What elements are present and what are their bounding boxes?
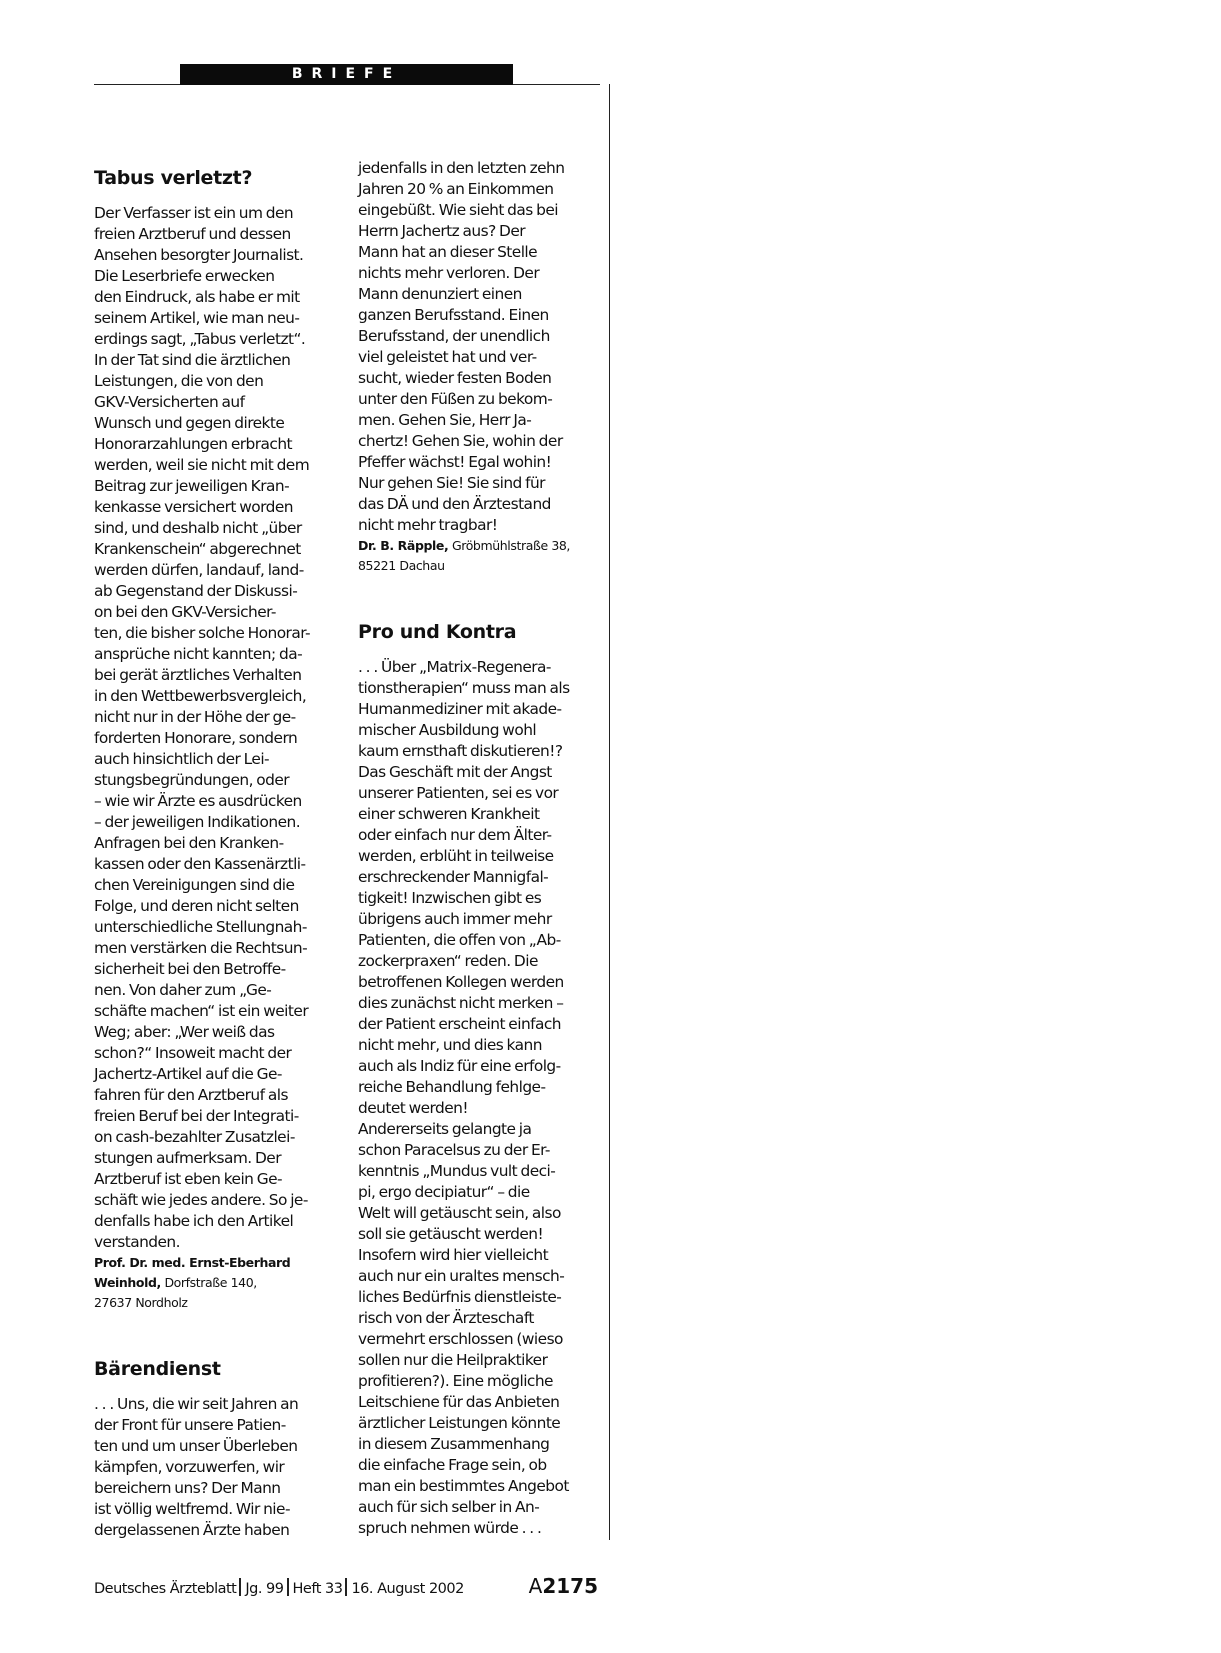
signature-name: Weinhold, — [94, 1275, 161, 1290]
text-line: – wie wir Ärzte es ausdrücken — [94, 792, 302, 810]
text-line: auch hinsichtlich der Lei- — [94, 750, 270, 768]
text-line: erschreckender Mannigfal- — [358, 868, 549, 886]
text-line: kaum ernsthaft diskutieren!? — [358, 742, 563, 760]
text-line: man ein bestimmtes Angebot — [358, 1477, 569, 1495]
text-line: men verstärken die Rechtsun- — [94, 939, 308, 957]
signature-address: 85221 Dachau — [358, 558, 445, 573]
text-line: fahren für den Arztberuf als — [94, 1086, 288, 1104]
text-line: Weg; aber: „Wer weiß das — [94, 1023, 275, 1041]
text-line: on cash-bezahlter Zusatzlei- — [94, 1128, 295, 1146]
text-line: Humanmediziner mit akade- — [358, 700, 562, 718]
text-line: werden, weil sie nicht mit dem — [94, 456, 310, 474]
text-line: nicht nur in der Höhe der ge- — [94, 708, 296, 726]
letter-body-pro-und-kontra — [358, 657, 598, 1539]
text-line: stungen aufmerksam. Der — [94, 1149, 281, 1167]
text-line: Welt will getäuscht sein, also — [358, 1204, 561, 1222]
text-line: Folge, und deren nicht selten — [94, 897, 299, 915]
text-line: Ansehen besorgter Journalist. — [94, 246, 304, 264]
text-line: nicht mehr, und dies kann — [358, 1036, 542, 1054]
text-line: kassen oder den Kassenärztli- — [94, 855, 306, 873]
letter-heading-pro-und-kontra: Pro und Kontra — [358, 621, 517, 643]
text-line: on bei den GKV-Versicher- — [94, 603, 276, 621]
letter-heading-tabus: Tabus verletzt? — [94, 167, 253, 189]
text-line: stungsbegründungen, oder — [94, 771, 290, 789]
footer-meta — [94, 1578, 464, 1597]
text-line: sollen nur die Heilpraktiker — [358, 1351, 548, 1369]
text-line: bei gerät ärztliches Verhalten — [94, 666, 302, 684]
text-line: Jachertz-Artikel auf die Ge- — [94, 1065, 282, 1083]
text-line: . . . Über „Matrix-Regenera- — [358, 658, 551, 676]
text-line: Der Verfasser ist ein um den — [94, 204, 294, 222]
text-line: dies zunächst nicht merken – — [358, 994, 564, 1012]
text-line: Arztberuf ist eben kein Ge- — [94, 1170, 283, 1188]
page-prefix: A — [528, 1574, 543, 1598]
text-line: übrigens auch immer mehr — [358, 910, 552, 928]
text-line: kenntnis „Mundus vult deci- — [358, 1162, 556, 1180]
page-number — [529, 1574, 598, 1598]
letter-body-tabus — [94, 203, 334, 1253]
signature-name: Prof. Dr. med. Ernst-Eberhard — [94, 1255, 291, 1270]
letter-body-baerendienst-part1 — [94, 1394, 334, 1541]
text-line: ganzen Berufsstand. Einen — [358, 306, 549, 324]
text-line: – der jeweiligen Indikationen. — [94, 813, 301, 831]
text-line: pi, ergo decipiatur“ – die — [358, 1183, 530, 1201]
text-line: chertz! Gehen Sie, wohin der — [358, 432, 563, 450]
text-line: in den Wettbewerbsvergleich, — [94, 687, 307, 705]
text-line: jedenfalls in den letzten zehn — [358, 159, 565, 177]
signature-address: Dorfstraße 140, — [164, 1275, 257, 1290]
text-line: Mann denunziert einen — [358, 285, 522, 303]
text-line: ist völlig weltfremd. Wir nie- — [94, 1500, 290, 1518]
text-line: in diesem Zusammenhang — [358, 1435, 550, 1453]
text-line: oder einfach nur dem Älter- — [358, 826, 552, 844]
text-line: einer schweren Krankheit — [358, 805, 540, 823]
text-line: liches Bedürfnis dienstleiste- — [358, 1288, 562, 1306]
text-line: der Front für unsere Patien- — [94, 1416, 286, 1434]
text-line: Leitschiene für das Anbieten — [358, 1393, 560, 1411]
text-line: sucht, wieder festen Boden — [358, 369, 552, 387]
text-line: profitieren?). Eine mögliche — [358, 1372, 553, 1390]
text-line: werden dürfen, landauf, land- — [94, 561, 304, 579]
text-line: soll sie getäuscht werden! — [358, 1225, 544, 1243]
text-line: Beitrag zur jeweiligen Kran- — [94, 477, 290, 495]
text-line: den Eindruck, als habe er mit — [94, 288, 300, 306]
text-line: Andererseits gelangte ja — [358, 1120, 532, 1138]
text-line: Die Leserbriefe erwecken — [94, 267, 275, 285]
text-line: schäfte machen“ ist ein weiter — [94, 1002, 309, 1020]
text-line: ten und um unser Überleben — [94, 1437, 298, 1455]
text-line: werden, erblüht in teilweise — [358, 847, 554, 865]
footer-journal: Deutsches Ärzteblatt — [94, 1581, 237, 1597]
text-line: viel geleistet hat und ver- — [358, 348, 537, 366]
text-line: unterschiedliche Stellungnah- — [94, 918, 307, 936]
text-line: In der Tat sind die ärztlichen — [94, 351, 291, 369]
text-line: mischer Ausbildung wohl — [358, 721, 537, 739]
text-line: vermehrt erschlossen (wieso — [358, 1330, 563, 1348]
text-line: forderten Honorare, sondern — [94, 729, 298, 747]
text-line: das DÄ und den Ärztestand — [358, 495, 551, 513]
text-line: Patienten, die offen von „Ab- — [358, 931, 561, 949]
letter-body-baerendienst-part2 — [358, 158, 598, 536]
text-line: eingebüßt. Wie sieht das bei — [358, 201, 558, 219]
text-line: tigkeit! Inzwischen gibt es — [358, 889, 542, 907]
left-column — [94, 158, 334, 1541]
footer-date: 16. August 2002 — [351, 1581, 464, 1597]
text-line: deutet werden! — [358, 1099, 468, 1117]
letter-signature-weinhold — [94, 1253, 334, 1313]
text-line: spruch nehmen würde . . . — [358, 1519, 542, 1537]
text-line: kämpfen, vorzuwerfen, wir — [94, 1458, 285, 1476]
text-line: unserer Patienten, sei es vor — [358, 784, 559, 802]
text-line: auch nur ein uraltes mensch- — [358, 1267, 565, 1285]
signature-name: Dr. B. Räpple, — [358, 538, 449, 553]
text-line: sind, und deshalb nicht „über — [94, 519, 302, 537]
text-line: denfalls habe ich den Artikel — [94, 1212, 294, 1230]
text-line: reiche Behandlung fehlge- — [358, 1078, 546, 1096]
text-line: Krankenschein“ abgerechnet — [94, 540, 301, 558]
footer-volume: Jg. 99 — [245, 1581, 284, 1597]
text-line: nen. Von daher zum „Ge- — [94, 981, 272, 999]
text-line: GKV-Versicherten auf — [94, 393, 245, 411]
signature-address: Gröbmühlstraße 38, — [451, 538, 570, 553]
text-line: risch von der Ärzteschaft — [358, 1309, 534, 1327]
text-line: ten, die bisher solche Honorar- — [94, 624, 311, 642]
text-line: Nur gehen Sie! Sie sind für — [358, 474, 545, 492]
text-line: Das Geschäft mit der Angst — [358, 763, 552, 781]
text-line: schäft wie jedes andere. So je- — [94, 1191, 308, 1209]
text-line: Mann hat an dieser Stelle — [358, 243, 538, 261]
text-line: verstanden. — [94, 1233, 180, 1251]
letter-heading-baerendienst: Bärendienst — [94, 1358, 221, 1380]
text-line: der Patient erscheint einfach — [358, 1015, 562, 1033]
text-line: zockerpraxen“ reden. Die — [358, 952, 538, 970]
text-line: Berufsstand, der unendlich — [358, 327, 550, 345]
text-line: auch für sich selber in An- — [358, 1498, 540, 1516]
text-line: unter den Füßen zu bekom- — [358, 390, 553, 408]
text-line: ärztlicher Leistungen könnte — [358, 1414, 561, 1432]
text-line: . . . Uns, die wir seit Jahren an — [94, 1395, 299, 1413]
text-line: dergelassenen Ärzte haben — [94, 1521, 290, 1539]
text-line: betroffenen Kollegen werden — [358, 973, 564, 991]
text-line: chen Vereinigungen sind die — [94, 876, 295, 894]
text-line: freien Beruf bei der Integrati- — [94, 1107, 299, 1125]
text-line: men. Gehen Sie, Herr Ja- — [358, 411, 532, 429]
text-line: Jahren 20 % an Einkommen — [358, 180, 554, 198]
text-line: Pfeffer wächst! Egal wohin! — [358, 453, 552, 471]
text-line: Insofern wird hier vielleicht — [358, 1246, 549, 1264]
footer-issue: Heft 33 — [292, 1581, 343, 1597]
text-line: Herrn Jachertz aus? Der — [358, 222, 526, 240]
text-line: auch als Indiz für eine erfolg- — [358, 1057, 561, 1075]
text-line: Wunsch und gegen direkte — [94, 414, 285, 432]
footer-separator — [239, 1578, 241, 1596]
page-number-value: 2175 — [542, 1574, 598, 1598]
text-line: schon?“ Insoweit macht der — [94, 1044, 292, 1062]
text-line: Anfragen bei den Kranken- — [94, 834, 284, 852]
column-rule — [609, 84, 610, 1540]
text-line: nichts mehr verloren. Der — [358, 264, 540, 282]
text-line: sicherheit bei den Betroffe- — [94, 960, 286, 978]
text-line: schon Paracelsus zu der Er- — [358, 1141, 550, 1159]
text-line: bereichern uns? Der Mann — [94, 1479, 281, 1497]
text-line: seinem Artikel, wie man neu- — [94, 309, 300, 327]
text-line: ansprüche nicht kannten; da- — [94, 645, 303, 663]
footer-separator — [345, 1578, 347, 1596]
text-line: die einfache Frage sein, ob — [358, 1456, 547, 1474]
text-line: tionstherapien“ muss man als — [358, 679, 570, 697]
text-line: nicht mehr tragbar! — [358, 516, 498, 534]
text-line: kenkasse versichert worden — [94, 498, 293, 516]
signature-address: 27637 Nordholz — [94, 1295, 188, 1310]
text-line: Leistungen, die von den — [94, 372, 264, 390]
section-label: BRIEFE — [180, 64, 513, 85]
right-column — [358, 158, 598, 1539]
page-footer — [94, 1574, 604, 1598]
letter-signature-raepple — [358, 536, 598, 576]
text-line: ab Gegenstand der Diskussi- — [94, 582, 298, 600]
text-line: freien Arztberuf und dessen — [94, 225, 291, 243]
text-line: Honorarzahlungen erbracht — [94, 435, 293, 453]
footer-separator — [287, 1578, 289, 1596]
text-line: erdings sagt, „Tabus verletzt“. — [94, 330, 306, 348]
